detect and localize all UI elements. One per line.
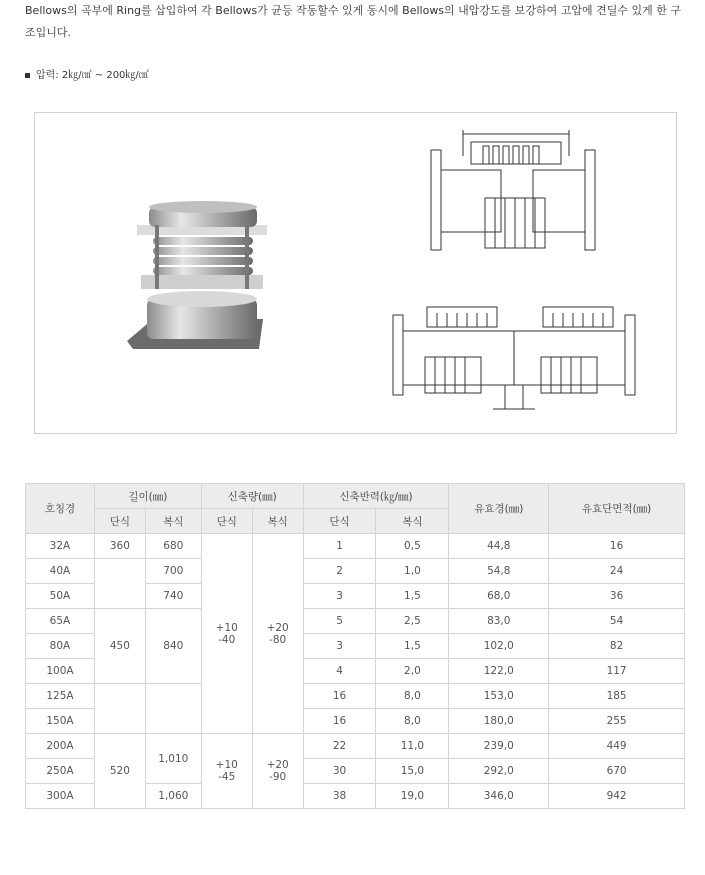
effective-diameter-cell: 239,0 [449,734,549,759]
table-row [26,559,685,584]
header-effective-diameter: 유효경(㎜) [449,484,549,534]
effective-area-cell: 185 [549,684,685,709]
size-cell: 300A [26,784,95,809]
size-cell: 40A [26,559,95,584]
header-length: 길이(㎜) [94,484,201,509]
force-double-cell: 2,5 [376,609,449,634]
single-type-drawing [423,128,603,256]
effective-area-cell: 54 [549,609,685,634]
effective-area-cell: 255 [549,709,685,734]
subheader-double: 복식 [376,509,449,534]
stroke-double-cell: +20 -90 [252,734,303,809]
size-cell: 32A [26,534,95,559]
force-double-cell: 1,0 [376,559,449,584]
pressure-spec-text: 압력: 2㎏/㎠ ~ 200㎏/㎠ [36,70,149,81]
subheader-double: 복식 [252,509,303,534]
effective-diameter-cell: 153,0 [449,684,549,709]
spec-table [25,483,685,809]
force-single-cell: 30 [303,759,376,784]
length-single-cell: 520 [94,734,145,809]
force-double-cell: 0,5 [376,534,449,559]
effective-area-cell: 82 [549,634,685,659]
subheader-double: 복식 [145,509,201,534]
force-single-cell: 2 [303,559,376,584]
force-single-cell: 22 [303,734,376,759]
length-single-cell: 360 [94,534,145,559]
effective-diameter-cell: 180,0 [449,709,549,734]
force-double-cell: 1,5 [376,634,449,659]
length-double-cell: 700 [145,559,201,584]
table-row [26,684,685,709]
subheader-single: 단식 [303,509,376,534]
force-single-cell: 3 [303,584,376,609]
table-row [26,534,685,559]
size-cell: 50A [26,584,95,609]
length-double-cell: 1,010 [145,734,201,784]
size-cell: 65A [26,609,95,634]
effective-area-cell: 117 [549,659,685,684]
force-double-cell: 11,0 [376,734,449,759]
force-single-cell: 3 [303,634,376,659]
force-single-cell: 5 [303,609,376,634]
effective-diameter-cell: 346,0 [449,784,549,809]
force-single-cell: 1 [303,534,376,559]
subheader-single: 단식 [94,509,145,534]
effective-area-cell: 36 [549,584,685,609]
force-double-cell: 2,0 [376,659,449,684]
effective-area-cell: 449 [549,734,685,759]
force-double-cell: 8,0 [376,684,449,709]
size-cell: 200A [26,734,95,759]
length-single-cell [94,559,145,609]
length-single-cell: 450 [94,609,145,684]
force-single-cell: 16 [303,684,376,709]
effective-diameter-cell: 292,0 [449,759,549,784]
length-double-cell: 1,060 [145,784,201,809]
subheader-single: 단식 [201,509,252,534]
effective-diameter-cell: 68,0 [449,584,549,609]
size-cell: 250A [26,759,95,784]
length-double-cell [145,684,201,734]
bullet-icon [25,73,30,78]
effective-area-cell: 942 [549,784,685,809]
effective-diameter-cell: 122,0 [449,659,549,684]
effective-diameter-cell: 102,0 [449,634,549,659]
force-double-cell: 19,0 [376,784,449,809]
table-row [26,609,685,634]
length-single-cell [94,684,145,734]
size-cell: 125A [26,684,95,709]
table-row [26,734,685,759]
length-double-cell: 740 [145,584,201,609]
effective-diameter-cell: 54,8 [449,559,549,584]
header-force: 신축반력(㎏/㎜) [303,484,449,509]
force-single-cell: 38 [303,784,376,809]
double-type-drawing [389,301,639,413]
intro-text: Bellows의 곡부에 Ring를 삽입하여 각 Bellows가 균등 작동할수 있게 동시에 Bellows의 내압강도를 보강하여 고압에 견딜수 있게 한 구조입니다. [25,4,682,39]
effective-diameter-cell: 83,0 [449,609,549,634]
length-double-cell: 840 [145,609,201,684]
force-double-cell: 15,0 [376,759,449,784]
stroke-single-cell: +10 -45 [201,734,252,809]
force-double-cell: 1,5 [376,584,449,609]
size-cell: 150A [26,709,95,734]
force-double-cell: 8,0 [376,709,449,734]
effective-area-cell: 670 [549,759,685,784]
force-single-cell: 4 [303,659,376,684]
effective-area-cell: 16 [549,534,685,559]
effective-diameter-cell: 44,8 [449,534,549,559]
header-size: 호칭경 [26,484,95,534]
stroke-single-cell: +10 -40 [201,534,252,734]
size-cell: 80A [26,634,95,659]
stroke-double-cell: +20 -80 [252,534,303,734]
bellows-photo [123,201,275,353]
effective-area-cell: 24 [549,559,685,584]
force-single-cell: 16 [303,709,376,734]
header-stroke: 신축량(㎜) [201,484,303,509]
length-double-cell: 680 [145,534,201,559]
product-figure [34,112,677,434]
pressure-spec [25,66,149,81]
header-effective-area: 유효단면적(㎜) [549,484,685,534]
size-cell: 100A [26,659,95,684]
